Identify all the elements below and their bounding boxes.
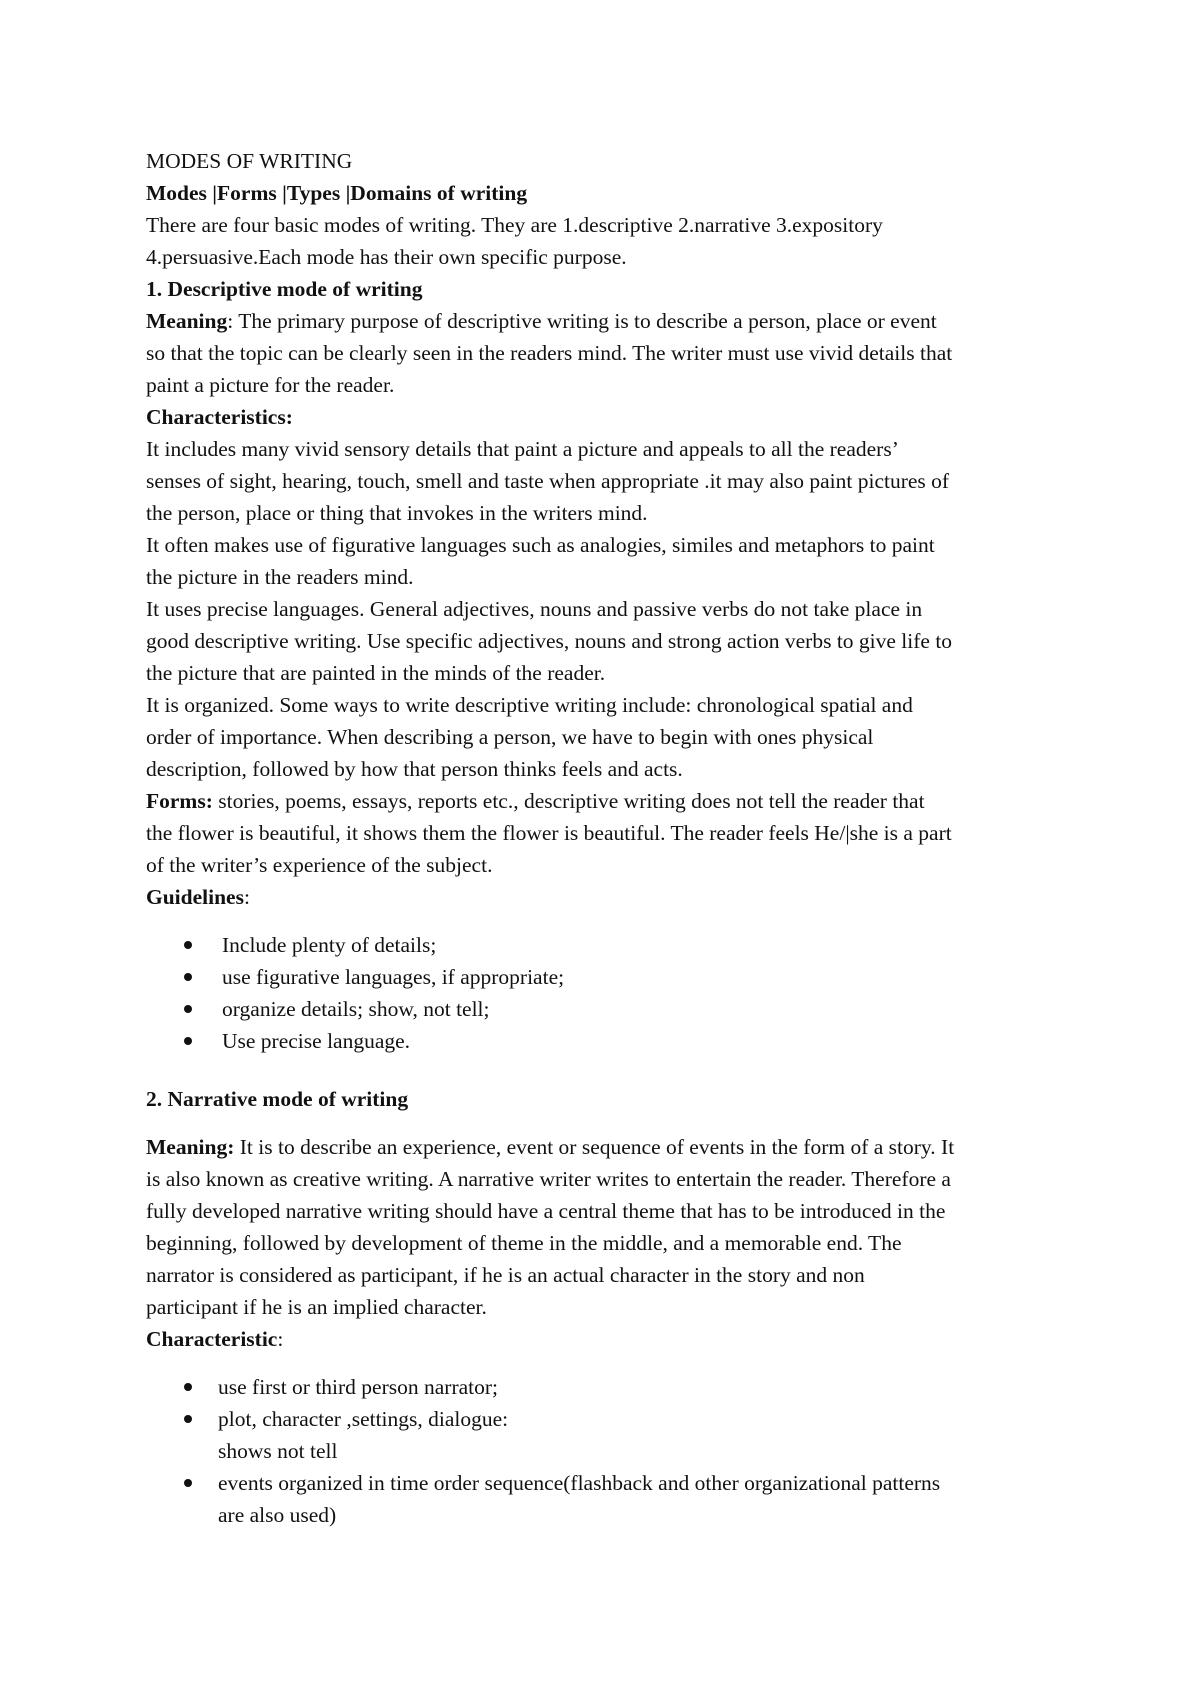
paragraph-line: beginning, followed by development of theme in the middle, and a memorable end. The — [146, 1231, 902, 1255]
characteristics-label: Characteristics: — [146, 405, 293, 429]
paragraph-line: It uses precise languages. General adjectives, nouns and passive verbs do not take place in — [146, 597, 923, 621]
document-subtitle: Modes |Forms |Types |Domains of writing — [146, 181, 528, 205]
paragraph-line: the person, place or thing that invokes in the writers mind. — [146, 501, 648, 525]
meaning-text: : The primary purpose of descriptive writing is to describe a person, place or event — [227, 309, 937, 333]
list-item-continuation: shows not tell — [218, 1439, 338, 1463]
paragraph-line: so that the topic can be clearly seen in the readers mind. The writer must use vivid details that — [146, 341, 953, 365]
list-item: Use precise language. — [222, 1029, 411, 1053]
paragraph-line: It often makes use of figurative languages such as analogies, similes and metaphors to paint — [146, 533, 935, 557]
paragraph-line: narrator is considered as participant, if he is an actual character in the story and non — [146, 1263, 865, 1287]
list-item: Include plenty of details; — [222, 933, 437, 957]
paragraph-line: It is organized. Some ways to write descriptive writing include: chronological spatial and — [146, 693, 913, 717]
paragraph-line: the picture in the readers mind. — [146, 565, 414, 589]
bullet-icon — [184, 941, 192, 949]
paragraph-line: good descriptive writing. Use specific adjectives, nouns and strong action verbs to give life to — [146, 629, 953, 653]
forms-text: stories, poems, essays, reports etc., descriptive writing does not tell the reader that — [212, 789, 925, 813]
bullet-icon — [184, 973, 192, 981]
paragraph-line: fully developed narrative writing should have a central theme that has to be introduced in the — [146, 1199, 946, 1223]
paragraph-line: the flower is beautiful, it shows them the flower is beautiful. The reader feels He/|she is a part — [146, 821, 952, 845]
meaning-label: Meaning — [146, 309, 228, 333]
meaning-text: It is to describe an experience, event or sequence of events in the form of a story. It — [234, 1135, 955, 1159]
document-title: MODES OF WRITING — [146, 149, 353, 173]
paragraph-line: description, followed by how that person thinks feels and acts. — [146, 757, 683, 781]
list-item-continuation: are also used) — [218, 1503, 337, 1527]
paragraph-line: is also known as creative writing. A narrative writer writes to entertain the reader. Therefore a — [146, 1167, 951, 1191]
bullet-icon — [184, 1383, 192, 1391]
paragraph-line — [146, 306, 937, 336]
guidelines-label: Guidelines — [146, 885, 244, 909]
intro-line: 4.persuasive.Each mode has their own specific purpose. — [146, 245, 627, 269]
section-heading-descriptive: 1. Descriptive mode of writing — [146, 277, 423, 301]
paragraph-line: paint a picture for the reader. — [146, 373, 395, 397]
guidelines-heading — [146, 882, 250, 912]
list-item: use figurative languages, if appropriate; — [222, 965, 565, 989]
paragraph-line: participant if he is an implied character. — [146, 1295, 487, 1319]
paragraph-line — [146, 1132, 954, 1162]
list-item: organize details; show, not tell; — [222, 997, 490, 1021]
characteristic-heading — [146, 1324, 283, 1354]
list-item: events organized in time order sequence(flashback and other organizational patterns — [218, 1471, 941, 1495]
meaning-label: Meaning: — [146, 1135, 235, 1159]
paragraph-line: It includes many vivid sensory details that paint a picture and appeals to all the readers’ — [146, 437, 899, 461]
forms-label: Forms: — [146, 789, 213, 813]
paragraph-line: senses of sight, hearing, touch, smell and taste when appropriate .it may also paint pictures of — [146, 469, 950, 493]
bullet-icon — [184, 1479, 192, 1487]
characteristic-colon: : — [277, 1327, 284, 1351]
paragraph-line: of the writer’s experience of the subject. — [146, 853, 493, 877]
guidelines-colon: : — [243, 885, 250, 909]
paragraph-line: order of importance. When describing a person, we have to begin with ones physical — [146, 725, 874, 749]
characteristic-label: Characteristic — [146, 1327, 278, 1351]
list-item: plot, character ,settings, dialogue: — [218, 1407, 509, 1431]
bullet-icon — [184, 1037, 192, 1045]
intro-line: There are four basic modes of writing. They are 1.descriptive 2.narrative 3.expository — [146, 213, 883, 237]
bullet-icon — [184, 1005, 192, 1013]
paragraph-line — [146, 786, 925, 816]
bullet-icon — [184, 1415, 192, 1423]
section-heading-narrative: 2. Narrative mode of writing — [146, 1087, 409, 1111]
list-item: use first or third person narrator; — [218, 1375, 499, 1399]
paragraph-line: the picture that are painted in the minds of the reader. — [146, 661, 606, 685]
